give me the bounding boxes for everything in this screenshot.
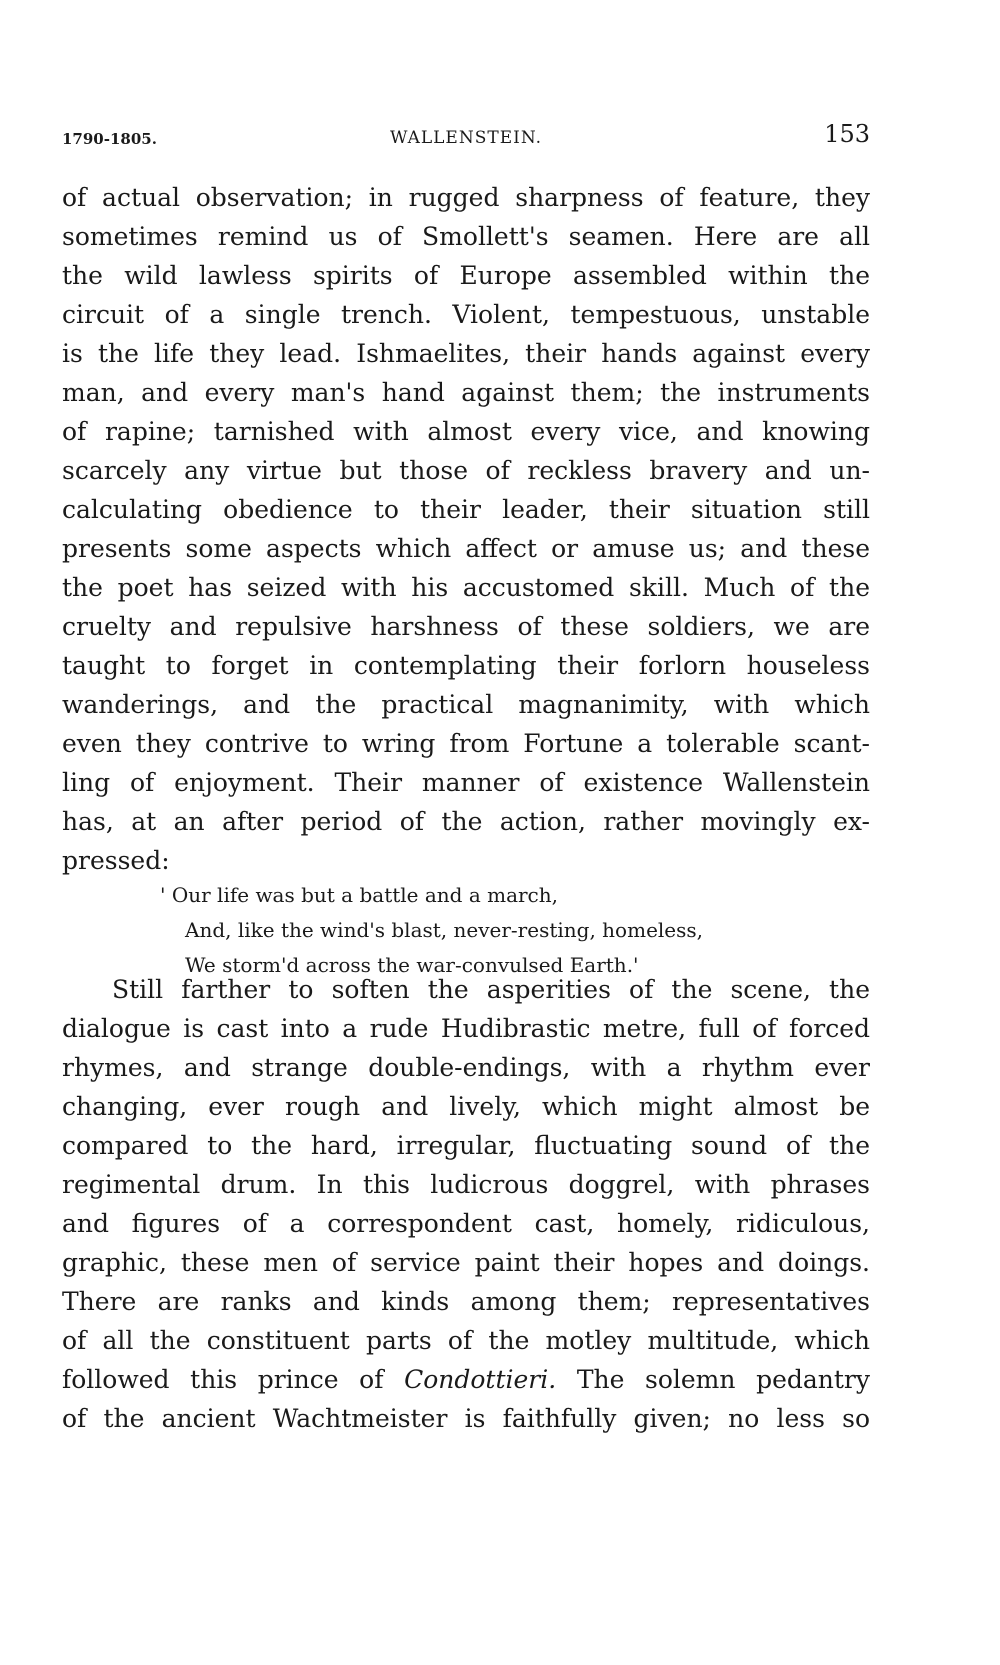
- header-date-range: 1790-1805.: [62, 130, 157, 148]
- paragraph-2: [62, 970, 870, 1438]
- text-line: is the life they lead. Ishmaelites, their hands against every: [62, 339, 870, 368]
- text-line: And, like the wind's blast, never-resting, homeless,: [185, 918, 704, 942]
- text-line: Still farther to soften the asperities of the scene, the: [112, 975, 870, 1004]
- text-line: man, and every man's hand against them; the instruments: [62, 378, 870, 407]
- text-line: the poet has seized with his accustomed skill. Much of the: [62, 573, 870, 602]
- text-line: rhymes, and strange double-endings, with a rhythm ever: [62, 1053, 870, 1082]
- italic-term: Condottieri.: [404, 1365, 557, 1394]
- text-line: wanderings, and the practical magnanimity, with which: [62, 690, 870, 719]
- text-line: of rapine; tarnished with almost every vice, and knowing: [62, 417, 870, 446]
- text-line: of all the constituent parts of the motley multitude, which: [62, 1326, 870, 1355]
- text-segment: followed this prince of: [62, 1365, 405, 1394]
- text-line: the wild lawless spirits of Europe assembled within the: [62, 261, 870, 290]
- text-line: dialogue is cast into a rude Hudibrastic metre, full of forced: [62, 1014, 870, 1043]
- text-line: cruelty and repulsive harshness of these soldiers, we are: [62, 612, 870, 641]
- text-line: presents some aspects which affect or amuse us; and these: [62, 534, 870, 563]
- text-line: of actual observation; in rugged sharpness of feature, they: [62, 183, 870, 212]
- text-line: changing, ever rough and lively, which might almost be: [62, 1092, 870, 1121]
- text-line: even they contrive to wring from Fortune a tolerable scant-: [62, 729, 870, 758]
- page-number: 153: [824, 120, 870, 148]
- text-line: taught to forget in contemplating their forlorn houseless: [62, 651, 870, 680]
- text-line: There are ranks and kinds among them; representatives: [62, 1287, 870, 1316]
- running-header: [62, 118, 870, 148]
- text-line: sometimes remind us of Smollett's seamen. Here are all: [62, 222, 870, 251]
- text-line: and figures of a correspondent cast, homely, ridiculous,: [62, 1209, 870, 1238]
- text-line: ling of enjoyment. Their manner of existence Wallenstein: [62, 768, 870, 797]
- text-line: calculating obedience to their leader, their situation still: [62, 495, 870, 524]
- text-segment: The solemn pedantry: [576, 1365, 870, 1394]
- text-line: [62, 1360, 870, 1399]
- text-line: graphic, these men of service paint their hopes and doings.: [62, 1248, 870, 1277]
- text-line: scarcely any virtue but those of reckless bravery and un-: [62, 456, 870, 485]
- text-line: ' Our life was but a battle and a march,: [160, 883, 558, 907]
- text-line: circuit of a single trench. Violent, tempestuous, unstable: [62, 300, 870, 329]
- text-line: has, at an after period of the action, rather movingly ex-: [62, 807, 870, 836]
- header-title: WALLENSTEIN.: [389, 128, 543, 148]
- text-line: regimental drum. In this ludicrous doggrel, with phrases: [62, 1170, 870, 1199]
- text-line: We storm'd across the war-convulsed Earth.': [185, 953, 639, 977]
- text-line: pressed:: [62, 846, 170, 875]
- text-line: of the ancient Wachtmeister is faithfully given; no less so: [62, 1404, 870, 1433]
- paragraph-1: [62, 178, 870, 880]
- text-line: compared to the hard, irregular, fluctuating sound of the: [62, 1131, 870, 1160]
- verse-quote: [160, 878, 703, 983]
